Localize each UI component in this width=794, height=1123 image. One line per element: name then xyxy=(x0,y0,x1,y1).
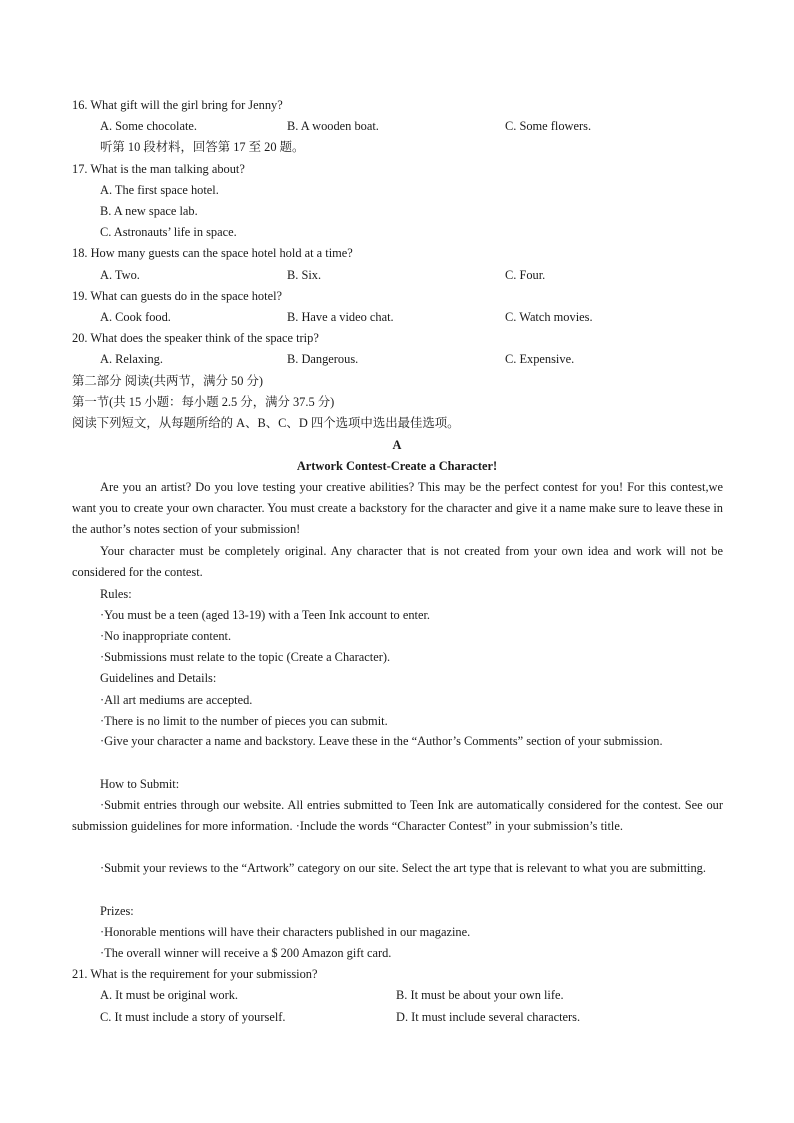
rule-2: ·No inappropriate content. xyxy=(100,629,232,643)
question-16-option-b: B. A wooden boat. xyxy=(287,119,379,133)
question-21-option-d: D. It must include several characters. xyxy=(396,1010,581,1024)
question-19-option-a: A. Cook food. xyxy=(100,310,171,324)
prize-2: ·The overall winner will receive a $ 200 Amazon gift card. xyxy=(100,946,392,960)
question-17-option-a: A. The first space hotel. xyxy=(100,183,219,197)
question-16-option-c: C. Some flowers. xyxy=(505,119,592,133)
reading-part-title: 第二部分 阅读(共两节，满分 50 分) xyxy=(72,374,264,388)
guideline-2: ·There is no limit to the number of pieces you can submit. xyxy=(100,714,388,728)
how-to-submit-1: ·Submit entries through our website. All entries submitted to Teen Ink are automatically considered for the contest. See our submission guidelines for more information. ·Include the words “Character Contest” in your submission’s title. xyxy=(72,798,723,834)
question-21-option-a: A. It must be original work. xyxy=(100,988,238,1002)
question-19-option-b: B. Have a video chat. xyxy=(287,310,394,324)
reading-section-title: 第一节(共 15 小题：每小题 2.5 分，满分 37.5 分) xyxy=(72,395,335,409)
question-20-option-a: A. Relaxing. xyxy=(100,352,163,366)
question-20-option-b: B. Dangerous. xyxy=(287,352,359,366)
reading-instruction: 阅读下列短文，从每题所给的 A、B、C、D 四个选项中选出最佳选项。 xyxy=(72,416,460,430)
question-17-option-b: B. A new space lab. xyxy=(100,204,198,218)
prize-1: ·Honorable mentions will have their characters published in our magazine. xyxy=(100,925,471,939)
question-17-option-c: C. Astronauts’ life in space. xyxy=(100,225,237,239)
listening-instruction: 听第 10 段材料，回答第 17 至 20 题。 xyxy=(100,140,305,154)
question-21-option-c: C. It must include a story of yourself. xyxy=(100,1010,286,1024)
question-18-option-a: A. Two. xyxy=(100,268,140,282)
question-18-option-c: C. Four. xyxy=(505,268,546,282)
guideline-3: ·Give your character a name and backstory. Leave these in the “Author’s Comments” section of your submission. xyxy=(100,734,663,748)
guideline-1: ·All art mediums are accepted. xyxy=(100,693,253,707)
question-21-option-b: B. It must be about your own life. xyxy=(396,988,564,1002)
prizes-heading: Prizes: xyxy=(100,904,134,918)
passage-title: Artwork Contest-Create a Character! xyxy=(296,459,498,473)
question-18-option-b: B. Six. xyxy=(287,268,322,282)
question-17-stem: 17. What is the man talking about? xyxy=(72,162,245,176)
how-to-submit-heading: How to Submit: xyxy=(100,777,180,791)
question-20-option-c: C. Expensive. xyxy=(505,352,575,366)
question-16-option-a: A. Some chocolate. xyxy=(100,119,198,133)
question-19-option-c: C. Watch movies. xyxy=(505,310,593,324)
rules-heading: Rules: xyxy=(100,587,132,601)
question-21-stem: 21. What is the requirement for your submission? xyxy=(72,967,318,981)
guidelines-heading: Guidelines and Details: xyxy=(100,671,217,685)
question-19-stem: 19. What can guests do in the space hotel? xyxy=(72,289,283,303)
rule-1: ·You must be a teen (aged 13-19) with a Teen Ink account to enter. xyxy=(100,608,431,622)
question-18-stem: 18. How many guests can the space hotel hold at a time? xyxy=(72,246,353,260)
passage-paragraph-2: Your character must be completely original. Any character that is not created from your own idea and work will not be considered for the contest. xyxy=(72,544,723,580)
passage-letter: A xyxy=(392,438,402,452)
passage-paragraph-1: Are you an artist? Do you love testing your creative abilities? This may be the perfect contest for you! For this contest,we want you to create your own character. You must create a backstory for the character and give it a name make sure to leave these in the author’s notes section of your submission! xyxy=(72,480,723,537)
how-to-submit-2: ·Submit your reviews to the “Artwork” category on our site. Select the art type that is relevant to what you are submitting. xyxy=(100,861,706,875)
question-20-stem: 20. What does the speaker think of the space trip? xyxy=(72,331,319,345)
rule-3: ·Submissions must relate to the topic (Create a Character). xyxy=(100,650,391,664)
question-16-stem: 16. What gift will the girl bring for Jenny? xyxy=(72,98,283,112)
